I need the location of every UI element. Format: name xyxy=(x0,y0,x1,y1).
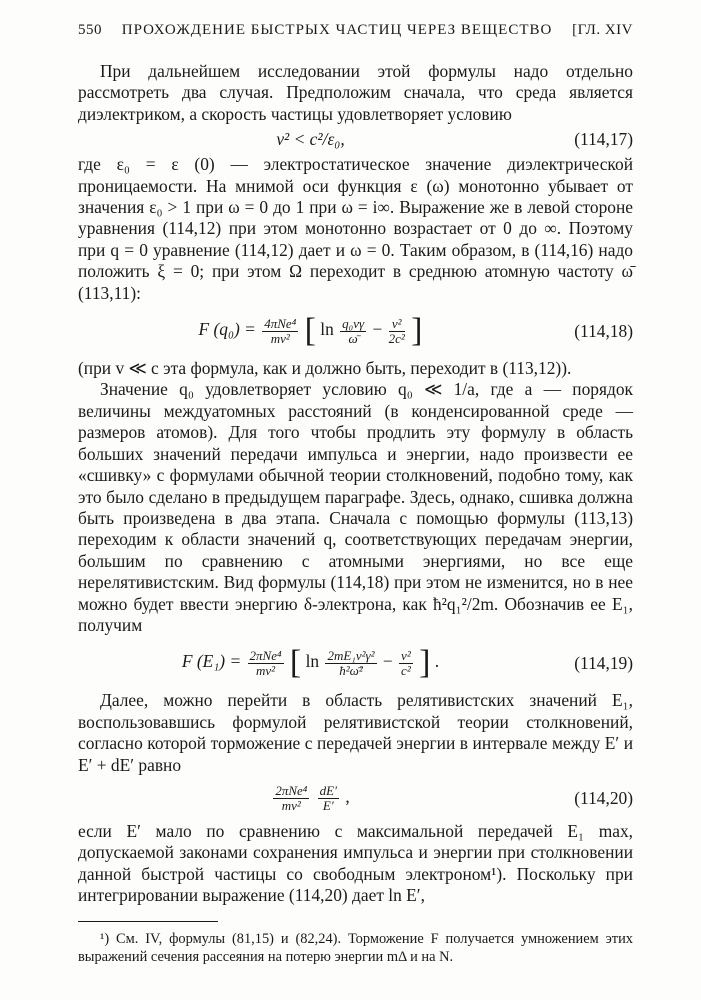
fraction xyxy=(273,784,309,813)
velocity-numerator: v² xyxy=(389,317,405,332)
velocity-fraction xyxy=(389,317,405,346)
equation-114-20-number: (114,20) xyxy=(574,787,633,808)
equation-period: . xyxy=(434,651,440,672)
equation-lhs: F (q₀) = xyxy=(198,319,256,340)
log-fraction xyxy=(325,649,376,678)
velocity-numerator: v² xyxy=(401,647,411,663)
equation-114-19 xyxy=(78,644,633,682)
paragraph-3: (при v ≪ c эта формула, как и должно быть, переходит в (113,12)). xyxy=(78,358,572,379)
log-symbol: ln xyxy=(320,319,334,340)
fraction-denominator: mv² xyxy=(270,330,290,346)
fraction xyxy=(262,317,298,346)
equation-114-19-formula xyxy=(78,644,543,682)
log-symbol: ln xyxy=(305,651,320,672)
log-denominator: ω̄ xyxy=(348,330,358,346)
paragraph-4: Значение q₀ удовлетворяет условию q₀ ≪ 1/a, где a — порядок величины междуатомных расстояний (в конденсированной среде — размеров атомов). Для того чтобы продлить эту формулу в область больших значений передачи импульса и энергии, надо произвести ее «сшивку» с формулами обычной теории столкновений, подобно тому, как это было сделано в предыдущем параграфе. Здесь, однако, сшивка должна быть произведена в два этапа. Сначала с помощью формулы (113,13) переходим к области значений q, соответствующих передачам энергии, большим по сравнению с атомными энергиями, но все еще нерелятивистским. Вид формулы (114,18) при этом не изменится, но в нее можно будет ввести энергию δ-электрона, как ħ²q₁²/2m. Обозначив ее E₁, получим xyxy=(78,379,633,635)
fraction-denominator: mv² xyxy=(281,797,301,813)
velocity-fraction xyxy=(399,649,413,678)
minus-sign: − xyxy=(372,319,383,340)
left-bracket: [ xyxy=(289,644,302,682)
log-numerator: q₀vγ xyxy=(342,315,365,331)
running-title: ПРОХОЖДЕНИЕ БЫСТРЫХ ЧАСТИЦ ЧЕРЕЗ ВЕЩЕСТВО xyxy=(121,22,553,38)
fraction-denominator: mv² xyxy=(256,662,276,678)
equation-lhs: F (E₁) = xyxy=(181,651,242,672)
log-numerator: 2mE₁v²γ² xyxy=(327,647,375,663)
velocity-denominator: 2c² xyxy=(388,330,405,346)
equation-114-17 xyxy=(78,129,633,150)
page xyxy=(78,22,633,966)
paragraph-1: При дальнейшем исследовании этой формулы надо отдельно рассмотреть два случая. Предположим сначала, что среда является диэлектриком, а скорость частицы удовлетворяет условию xyxy=(78,61,633,124)
equation-114-18-formula xyxy=(78,312,543,350)
log-denominator: ħ²ω̄² xyxy=(339,662,363,678)
footnote: ¹) См. IV, формулы (81,15) и (82,24). Торможение F получается умножением этих выражений сечения рассеяния на потерю энергии mΔ и на N. xyxy=(78,930,633,965)
equation-114-18 xyxy=(78,312,633,350)
minus-sign: − xyxy=(382,651,393,672)
right-bracket: ] xyxy=(411,312,423,350)
equation-114-18-number: (114,18) xyxy=(574,320,633,341)
equation-114-20 xyxy=(78,784,633,813)
differential-denominator: E′ xyxy=(322,797,334,813)
running-header xyxy=(78,22,633,39)
equation-comma: , xyxy=(345,786,350,807)
fraction-numerator: 2πNe⁴ xyxy=(275,782,308,798)
equation-114-17-formula: v² < c²/ε₀, xyxy=(276,129,345,150)
left-bracket: [ xyxy=(304,312,316,350)
log-fraction xyxy=(340,317,366,346)
right-bracket: ] xyxy=(419,644,431,682)
differential-fraction xyxy=(318,784,339,813)
equation-114-20-formula xyxy=(78,784,543,813)
velocity-denominator: c² xyxy=(401,662,411,678)
page-number: 550 xyxy=(78,22,102,38)
differential-numerator: dE′ xyxy=(319,782,337,798)
equation-114-19-number: (114,19) xyxy=(574,652,633,673)
fraction xyxy=(248,649,284,678)
footnote-divider xyxy=(78,921,218,922)
paragraph-5: Далее, можно перейти в область релятивистских значений E₁, воспользовавшись формулой релятивистской теории столкновений, согласно которой торможение с передачей энергии в интервале между E′ и E′ + dE′ равно xyxy=(78,690,633,775)
paragraph-6: если E′ мало по сравнению с максимальной передачей E₁ max, допускаемой законами сохранения импульса и энергии при столкновении данной быстрой частицы со свободным электроном¹). Поскольку при интегрировании выражение (114,20) дает ln E′, xyxy=(78,820,633,906)
paragraph-2: где ε₀ = ε (0) — электростатическое значение диэлектрической проницаемости. На мнимой оси функция ε (ω) монотонно убывает от значения ε₀ > 1 при ω = 0 до 1 при ω = i∞. Выражение же в левой стороне уравнения (114,12) при этом монотонно возрастает от 0 до ∞. Поэтому при q = 0 уравнение (114,12) дает и ω = 0. Таким образом, в (114,16) надо положить ξ = 0; при этом Ω переходит в среднюю атомную частоту ω̄ (113,11): xyxy=(78,154,633,303)
fraction-numerator: 4πNe⁴ xyxy=(264,315,297,331)
fraction-numerator: 2πNe⁴ xyxy=(249,647,282,663)
chapter-label: [ГЛ. XIV xyxy=(572,22,633,38)
equation-114-17-number: (114,17) xyxy=(574,129,633,150)
